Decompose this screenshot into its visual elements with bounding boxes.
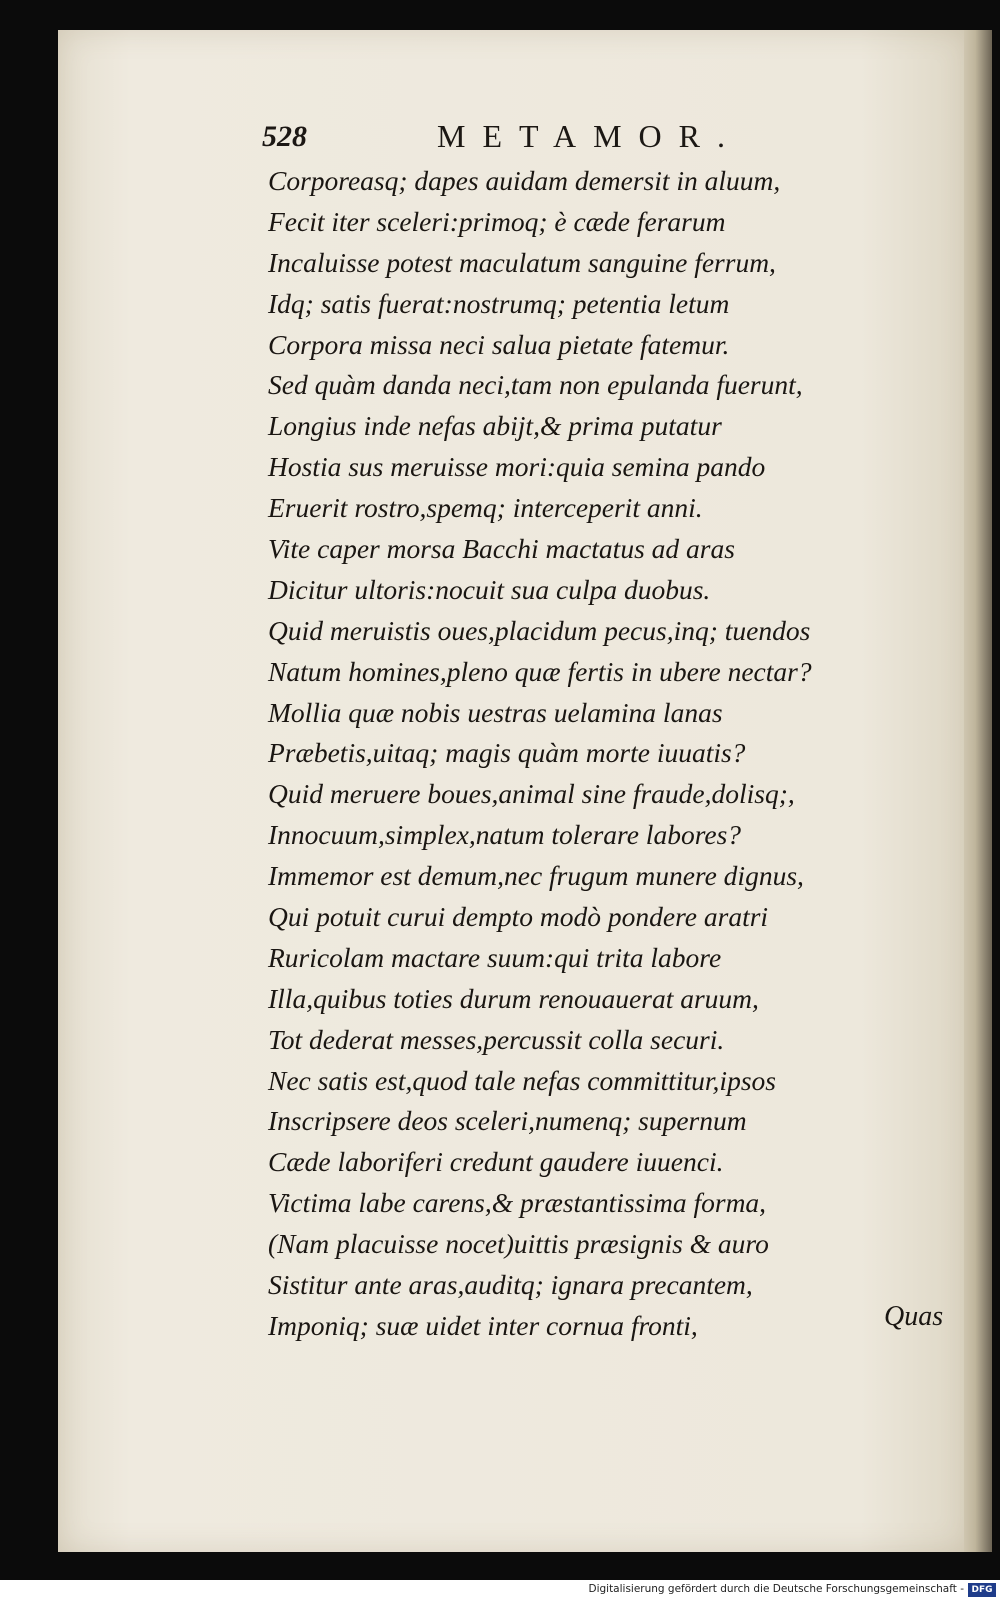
- verse-line: Nec satis est,quod tale nefas committitur,ipsos: [268, 1064, 776, 1096]
- verse-line: Corporeasq; dapes auidam demersit in aluum,: [268, 165, 781, 196]
- verse-line: Eruerit rostro,spemq; interceperit anni.: [268, 492, 703, 524]
- funding-credit: Digitalisierung gefördert durch die Deutsche Forschungsgemeinschaft -: [588, 1583, 964, 1595]
- verse-line: Hostia sus meruisse mori:quia semina pando: [268, 451, 766, 483]
- verse-line: Immemor est demum,nec frugum munere dignus,: [268, 860, 804, 892]
- dfg-logo-icon: DFG: [968, 1583, 996, 1597]
- verse-line: Qui potuit curui dempto modò pondere aratri: [268, 901, 769, 933]
- verse-block: [268, 161, 868, 1347]
- verse-line: Innocuum,simplex,natum tolerare labores?: [268, 819, 742, 851]
- verse-line: Victima labe carens,& præstantissima forma,: [268, 1187, 767, 1219]
- verse-line: Cæde laboriferi credunt gaudere iuuenci.: [268, 1146, 724, 1178]
- verse-line: Natum homines,pleno quæ fertis in ubere nectar?: [268, 655, 812, 687]
- page-edge: [964, 30, 992, 1552]
- verse-line: Quid meruere boues,animal sine fraude,dolisq;,: [268, 778, 795, 810]
- verse-line: Idq; satis fuerat:nostrumq; petentia letum: [268, 287, 730, 319]
- verse-line: Fecit iter sceleri:primoq; è cæde ferarum: [268, 205, 726, 237]
- verse-line: Præbetis,uitaq; magis quàm morte iuuatis?: [268, 737, 746, 769]
- verse-line: Longius inde nefas abijt,& prima putatur: [268, 410, 722, 442]
- page-number: 528: [262, 120, 307, 153]
- verse-line: (Nam placuisse nocet)uittis præsignis & auro: [268, 1228, 769, 1260]
- verse-line: Sed quàm danda neci,tam non epulanda fuerunt,: [268, 369, 803, 401]
- verse-line: Dicitur ultoris:nocuit sua culpa duobus.: [268, 573, 711, 605]
- verse-line: Incaluisse potest maculatum sanguine ferrum,: [268, 246, 776, 278]
- verse-line: Sistitur ante aras,auditq; ignara precantem,: [268, 1269, 753, 1301]
- catchword: Quas: [884, 1301, 944, 1332]
- footer-bar: [0, 1580, 1000, 1600]
- verse-line: Inscripsere deos sceleri,numenq; supernum: [268, 1105, 747, 1137]
- verse-line: Illa,quibus toties durum renouauerat aruum,: [268, 982, 759, 1014]
- verse-line: Ruricolam mactare suum:qui trita labore: [268, 941, 722, 973]
- verse-line: Corpora missa neci salua pietate fatemur.: [268, 328, 730, 360]
- verse-line: Vite caper morsa Bacchi mactatus ad aras: [268, 533, 735, 565]
- verse-line: Imponiq; suæ uidet inter cornua fronti,: [268, 1309, 698, 1341]
- verse-line: Quid meruistis oues,placidum pecus,inq; tuendos: [268, 614, 811, 646]
- verse-line: Tot dederat messes,percussit colla securi.: [268, 1023, 725, 1055]
- verse-line: Mollia quæ nobis uestras uelamina lanas: [268, 696, 723, 728]
- running-title: METAMOR.: [437, 118, 742, 154]
- running-head: [262, 118, 782, 158]
